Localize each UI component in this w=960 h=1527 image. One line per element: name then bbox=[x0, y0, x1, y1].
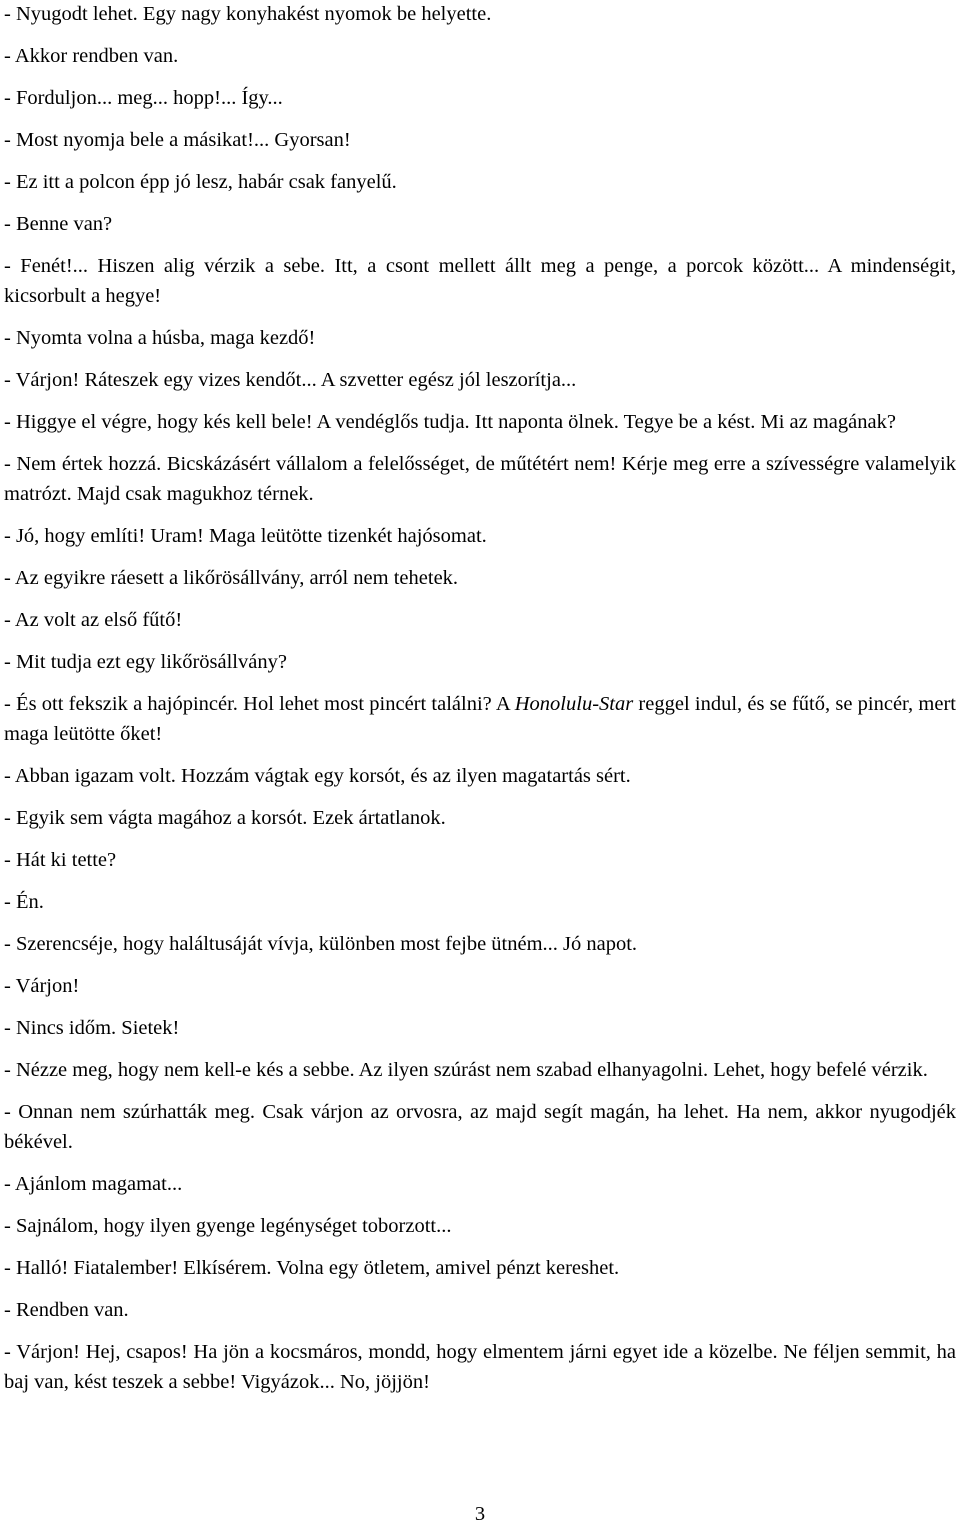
paragraph: - Szerencséje, hogy haláltusáját vívja, különben most fejbe ütném... Jó napot. bbox=[4, 933, 638, 955]
paragraph: - Benne van? bbox=[4, 213, 113, 235]
paragraph: - Akkor rendben van. bbox=[4, 45, 179, 67]
paragraph: - Ajánlom magamat... bbox=[4, 1173, 183, 1195]
paragraph: - Nincs időm. Sietek! bbox=[4, 1017, 180, 1039]
paragraph: - Nyugodt lehet. Egy nagy konyhakést nyomok be helyette. bbox=[4, 3, 492, 25]
paragraph: - Mit tudja ezt egy likőrösállvány? bbox=[4, 651, 287, 673]
paragraph: - Abban igazam volt. Hozzám vágtak egy korsót, és az ilyen magatartás sért. bbox=[4, 765, 631, 787]
paragraph: - Sajnálom, hogy ilyen gyenge legénységet toborzott... bbox=[4, 1215, 452, 1237]
paragraph: - Várjon! Ráteszek egy vizes kendőt... A szvetter egész jól leszorítja... bbox=[4, 369, 577, 391]
paragraph: - Onnan nem szúrhatták meg. Csak várjon az orvosra, az majd segít magán, ha lehet. Ha nem, akkor nyugodjék békével. bbox=[4, 1101, 956, 1153]
paragraph: - Fenét!... Hiszen alig vérzik a sebe. Itt, a csont mellett állt meg a penge, a porcok között... A mindenségit, kicsorbult a hegye! bbox=[4, 255, 956, 307]
paragraph: - Nézze meg, hogy nem kell-e kés a sebbe. Az ilyen szúrást nem szabad elhanyagolni. Lehet, hogy befelé vérzik. bbox=[4, 1059, 928, 1081]
paragraph: - Forduljon... meg... hopp!... Így... bbox=[4, 87, 283, 109]
paragraph: - Most nyomja bele a másikat!... Gyorsan! bbox=[4, 129, 351, 151]
ship-name: Honolulu-Star bbox=[514, 693, 634, 715]
paragraph: - Jó, hogy említi! Uram! Maga leütötte tizenkét hajósomat. bbox=[4, 525, 487, 547]
paragraph-text: reggel indul, és se fűtő, se pincér, mert maga leütötte őket! bbox=[4, 693, 956, 745]
paragraph: - Várjon! bbox=[4, 975, 80, 997]
paragraph: - Az egyikre ráesett a likőrösállvány, arról nem tehetek. bbox=[4, 567, 459, 589]
paragraph: - Nem értek hozzá. Bicskázásért vállalom a felelősséget, de műtétért nem! Kérje meg erre a szívességre valamelyik matrózt. Majd csak magukhoz térnek. bbox=[4, 453, 956, 505]
paragraph: - Hát ki tette? bbox=[4, 849, 117, 871]
paragraph: - Egyik sem vágta magához a korsót. Ezek ártatlanok. bbox=[4, 807, 446, 829]
paragraph: - Higgye el végre, hogy kés kell bele! A vendéglős tudja. Itt naponta ölnek. Tegye be a kést. Mi az magának? bbox=[4, 411, 896, 433]
paragraph: - Halló! Fiatalember! Elkísérem. Volna egy ötletem, amivel pénzt kereshet. bbox=[4, 1257, 620, 1279]
paragraph-with-ship-name bbox=[4, 689, 956, 749]
paragraph: - Nyomta volna a húsba, maga kezdő! bbox=[4, 327, 316, 349]
paragraph-text: - És ott fekszik a hajópincér. Hol lehet most pincért találni? A bbox=[4, 693, 515, 715]
page-number: 3 bbox=[474, 1503, 486, 1525]
paragraph: - Rendben van. bbox=[4, 1299, 129, 1321]
text-body bbox=[4, 0, 956, 1397]
paragraph: - Várjon! Hej, csapos! Ha jön a kocsmáros, mondd, hogy elmentem járni egyet ide a közelbe. Ne féljen semmit, ha baj van, kést teszek a sebbe! Vigyázok... No, jöjjön! bbox=[4, 1341, 956, 1393]
paragraph: - Én. bbox=[4, 891, 44, 913]
paragraph: - Az volt az első fűtő! bbox=[4, 609, 183, 631]
paragraph: - Ez itt a polcon épp jó lesz, habár csak fanyelű. bbox=[4, 171, 397, 193]
